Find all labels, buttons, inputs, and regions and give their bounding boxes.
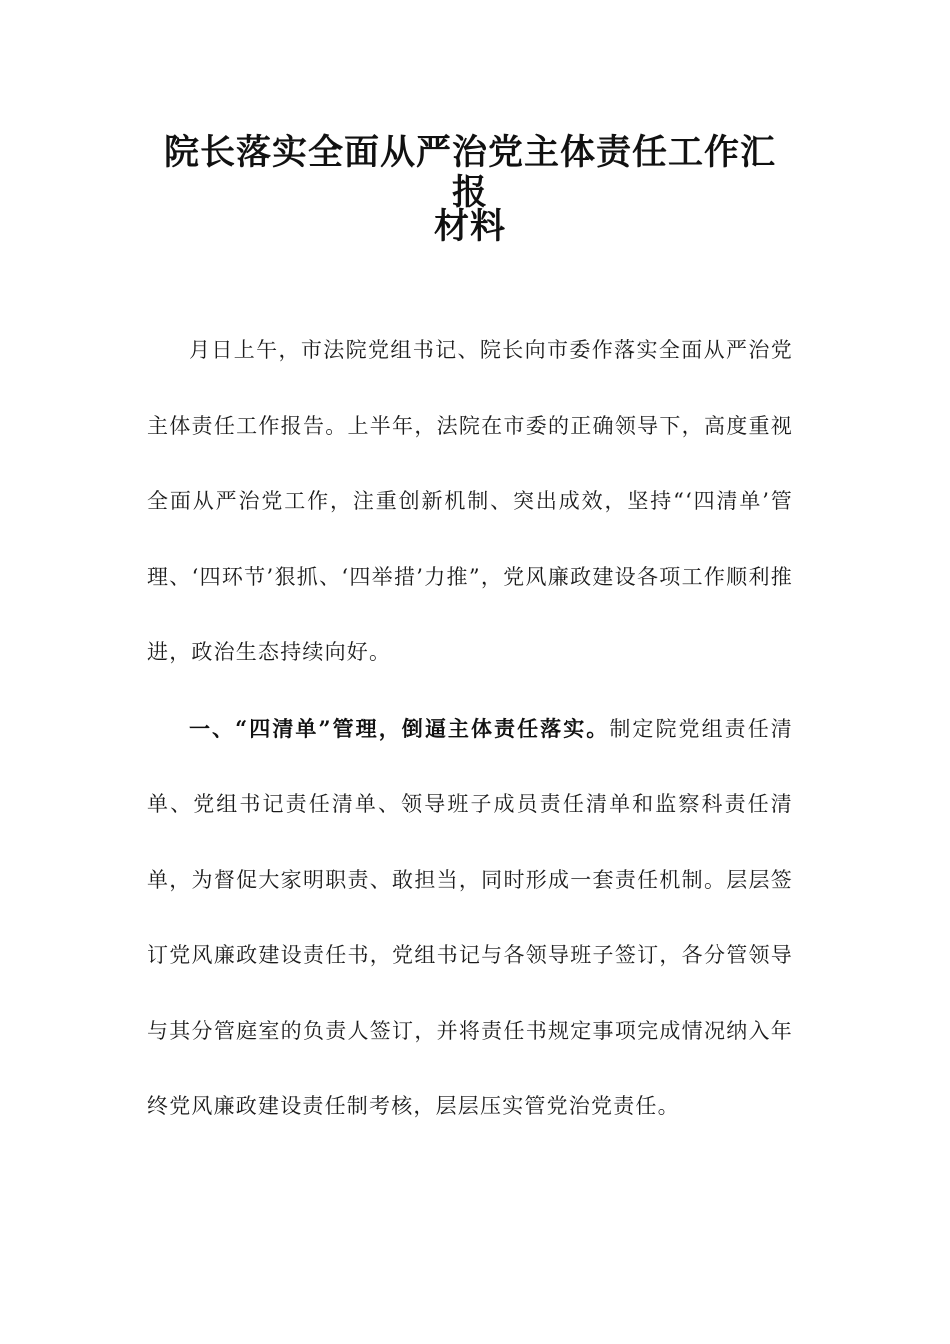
- document-body: [147, 313, 793, 1145]
- section-1-text: 制定院党组责任清单、党组书记责任清单、领导班子成员责任清单和监察科责任清单，为督促大家明职责、敢担当，同时形成一套责任机制。层层签订党风廉政建设责任书，党组书记与各领导班子签订，各分管领导与其分管庭室的负责人签订，并将责任书规定事项完成情况纳入年终党风廉政建设责任制考核，层层压实管党治党责任。: [147, 716, 793, 1118]
- paragraph-intro: [147, 313, 793, 691]
- paragraph-section-1: [147, 691, 793, 1145]
- paragraph-intro-text: 月日上午，市法院党组书记、院长向市委作落实全面从严治党主体责任工作报告。上半年，法院在市委的正确领导下，高度重视全面从严治党工作，注重创新机制、突出成效，坚持“‘四清单’管理、‘四环节’狠抓、‘四举措’力推”，党风廉政建设各项工作顺利推进，政治生态持续向好。: [147, 338, 793, 664]
- document-title-line-2: 材料: [433, 206, 506, 247]
- section-1-heading: 一、“四清单”管理，倒逼主体责任落实。: [189, 715, 610, 741]
- document-title-line-1: 院长落实全面从严治党主体责任工作汇报: [163, 132, 776, 213]
